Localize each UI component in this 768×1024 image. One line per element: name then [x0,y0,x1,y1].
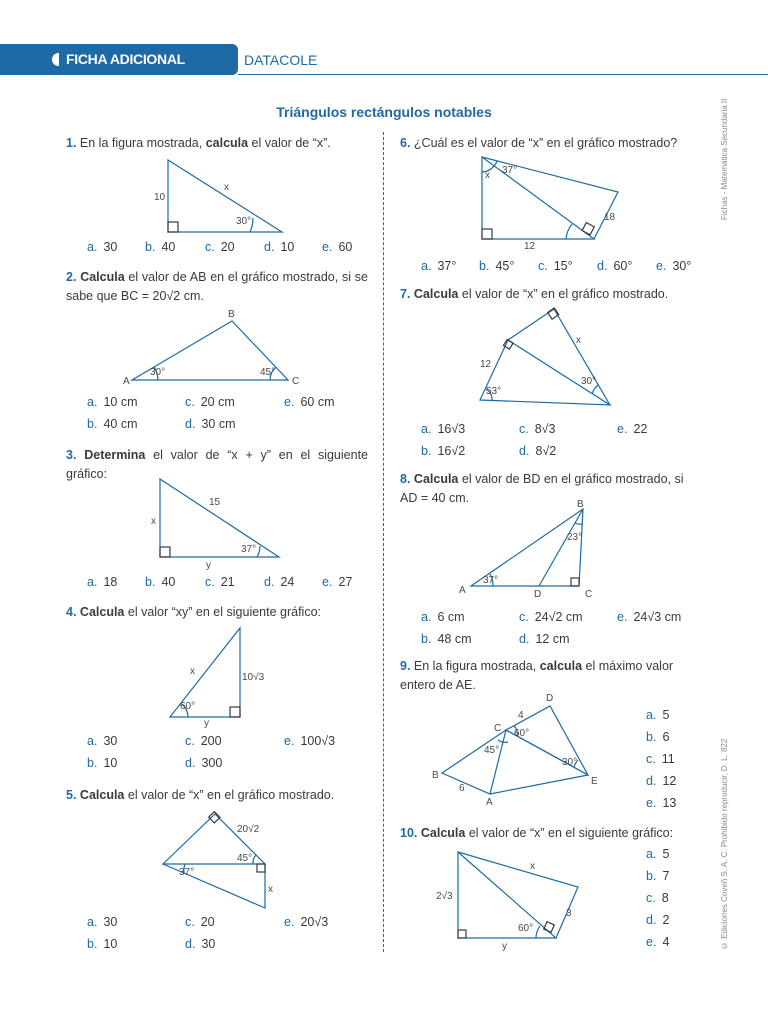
right-angle-mark [571,578,579,586]
segment-bd [539,509,583,586]
q6-option-d[interactable]: d. 60° [597,259,633,273]
label-18: 18 [604,212,616,223]
q7-option-c[interactable]: c. 8√3 [519,422,556,436]
figure-4 [160,622,280,727]
right-angle-mark-a [482,229,492,239]
q2-option-d[interactable]: d. 30 cm [185,417,236,431]
q3-option-b[interactable]: b. 40 [145,575,176,589]
figure-7 [470,305,620,410]
triangle-1 [168,160,282,232]
q10-option-a[interactable]: a. 5 [646,847,670,861]
triangle-abc [442,730,506,794]
label-c: C [585,589,593,600]
q5-option-e[interactable]: e. 20√3 [284,915,329,929]
q7-option-a[interactable]: a. 16√3 [421,422,466,436]
label-c: C [494,723,502,734]
q5-option-d[interactable]: d. 30 [185,937,216,951]
q1-option-e[interactable]: e. 60 [322,240,353,254]
label-x: x [530,861,535,872]
label-b: B [228,309,235,320]
q8-option-d[interactable]: d. 12 cm [519,632,570,646]
page-title: Triángulos rectángulos notables [276,104,492,120]
figure-2 [120,305,310,390]
label-45: 45° [237,853,253,864]
right-angle-mark-side [257,864,265,872]
label-30: 30° [562,757,578,768]
label-45: 45° [484,745,500,756]
q4-option-b[interactable]: b. 10 [87,756,118,770]
label-b: B [432,770,439,781]
right-angle-mark-b [544,922,555,933]
q8-option-a[interactable]: a. 6 cm [421,610,465,624]
label-a: A [486,797,493,808]
label-c: C [292,376,300,387]
label-30: 30° [236,216,252,227]
banner-label: FICHA ADICIONAL [66,51,185,67]
q1-option-d[interactable]: d. 10 [264,240,295,254]
label-20r2: 20√2 [237,824,260,835]
label-37: 37° [241,544,257,555]
right-angle-mark [230,707,240,717]
q3-option-a[interactable]: a. 18 [87,575,118,589]
label-37: 37° [179,867,195,878]
banner-bullet-icon [52,53,59,66]
q2-option-a[interactable]: a. 10 cm [87,395,138,409]
label-2r3: 2√3 [436,891,453,902]
right-angle-mark-b [582,223,594,235]
q4-option-c[interactable]: c. 200 [185,734,222,748]
right-angle-mark-a [458,930,466,938]
side-caption-bottom: © Ediciones Coveñ S. A. C. Prohibido reproducir. D. L. 822 [720,738,729,950]
question-4: 4. Calcula el valor “xy” en el siguiente gráfico: [66,605,322,619]
label-d: D [546,693,554,704]
angle-arc [257,546,260,557]
q10-option-c[interactable]: c. 8 [646,891,669,905]
q7-option-b[interactable]: b. 16√2 [421,444,466,458]
q6-option-e[interactable]: e. 30° [656,259,692,273]
label-45: 45° [260,367,276,378]
label-x: x [485,170,490,181]
label-6: 6 [459,783,465,794]
right-angle-mark [160,547,170,557]
header-rule [238,74,768,75]
q10-option-d[interactable]: d. 2 [646,913,670,927]
angle-arc-60 [536,926,540,938]
q9-option-d[interactable]: d. 12 [646,774,677,788]
triangle-outer [508,309,610,405]
q10-option-e[interactable]: e. 4 [646,935,670,949]
q3-option-d[interactable]: d. 24 [264,575,295,589]
q6-option-c[interactable]: c. 15° [538,259,573,273]
angle-arc-base [566,224,572,239]
label-10: 10 [154,192,166,203]
label-30: 30° [150,367,166,378]
label-a: A [459,585,466,596]
q8-option-c[interactable]: c. 24√2 cm [519,610,583,624]
q8-option-b[interactable]: b. 48 cm [421,632,472,646]
label-y: y [502,941,507,952]
label-23: 23° [567,532,583,543]
label-d: D [534,589,542,600]
question-1: 1. En la figura mostrada, calcula el valor de “x”. [66,136,331,150]
question-10: 10. Calcula el valor de “x” en el siguiente gráfico: [400,826,674,840]
q7-option-d[interactable]: d. 8√2 [519,444,557,458]
label-37: 37° [483,575,499,586]
figure-3 [145,474,290,569]
label-60: 60° [518,923,534,934]
label-10r3: 10√3 [242,672,265,683]
triangle-inner [458,852,556,938]
label-x: x [190,666,195,677]
triangle-inner [482,157,594,239]
q5-option-a[interactable]: a. 30 [87,915,118,929]
q4-option-a[interactable]: a. 30 [87,734,118,748]
q9-option-c[interactable]: c. 11 [646,752,675,766]
q9-option-b[interactable]: b. 6 [646,730,670,744]
label-53: 53° [486,386,502,397]
label-x: x [151,516,156,527]
q8-option-e[interactable]: e. 24√3 cm [617,610,682,624]
label-y: y [206,560,211,571]
label-x: x [224,182,229,193]
angle-arc-45 [253,855,256,864]
label-30: 30° [581,376,597,387]
q5-option-b[interactable]: b. 10 [87,937,118,951]
q2-option-e[interactable]: e. 60 cm [284,395,335,409]
label-b: B [577,499,584,510]
label-60: 60° [180,701,196,712]
q7-option-e[interactable]: e. 22 [617,422,648,436]
question-3: 3. Determina el valor de “x + y” en el siguiente gráfico: [66,448,368,481]
figure-8 [455,497,605,602]
label-x: x [268,884,273,895]
label-3: 3 [566,908,572,919]
label-a: A [123,376,130,387]
question-7: 7. Calcula el valor de “x” en el gráfico mostrado. [400,287,669,301]
question-2: 2. Calcula el valor de AB en el gráfico mostrado, si se sabe que BC = 20√2 cm. [66,270,368,303]
brand-name: DATACOLE [244,52,318,68]
question-9: 9. En la figura mostrada, calcula el máximo valor entero de AE. [400,659,674,692]
q6-option-b[interactable]: b. 45° [479,259,515,273]
figure-10 [430,845,590,955]
q1-option-a[interactable]: a. 30 [87,240,118,254]
q10-option-b[interactable]: b. 7 [646,869,670,883]
question-8: 8. Calcula el valor de BD en el gráfico mostrado, si AD = 40 cm. [400,472,684,505]
figure-5 [155,810,295,915]
label-15: 15 [209,497,221,508]
figure-6 [470,152,630,252]
label-x: x [576,335,581,346]
label-e: E [591,776,598,787]
q4-option-e[interactable]: e. 100√3 [284,734,336,748]
question-5: 5. Calcula el valor de “x” en el gráfico mostrado. [66,788,335,802]
q9-option-a[interactable]: a. 5 [646,708,670,722]
column-divider [383,132,384,952]
q6-option-a[interactable]: a. 37° [421,259,457,273]
label-4: 4 [518,710,524,721]
q3-option-c[interactable]: c. 21 [205,575,235,589]
q1-option-b[interactable]: b. 40 [145,240,176,254]
q9-option-e[interactable]: e. 13 [646,796,677,810]
q3-option-e[interactable]: e. 27 [322,575,353,589]
label-12: 12 [480,359,492,370]
question-6: 6. ¿Cuál es el valor de “x” en el gráfico mostrado? [400,136,678,150]
right-angle-mark [168,222,178,232]
side-caption-top: Fichas - Matemática Secundaria II [720,98,729,220]
label-60: 60° [514,728,530,739]
label-y: y [204,718,209,729]
triangle-3 [160,479,279,557]
q4-option-d[interactable]: d. 300 [185,756,223,770]
label-37: 37° [502,165,518,176]
segment-ae [490,775,588,794]
figure-1 [150,155,290,235]
figure-9 [428,690,608,810]
q2-option-b[interactable]: b. 40 cm [87,417,138,431]
q1-option-c[interactable]: c. 20 [205,240,235,254]
q2-option-c[interactable]: c. 20 cm [185,395,235,409]
label-12: 12 [524,241,536,252]
q5-option-c[interactable]: c. 20 [185,915,215,929]
